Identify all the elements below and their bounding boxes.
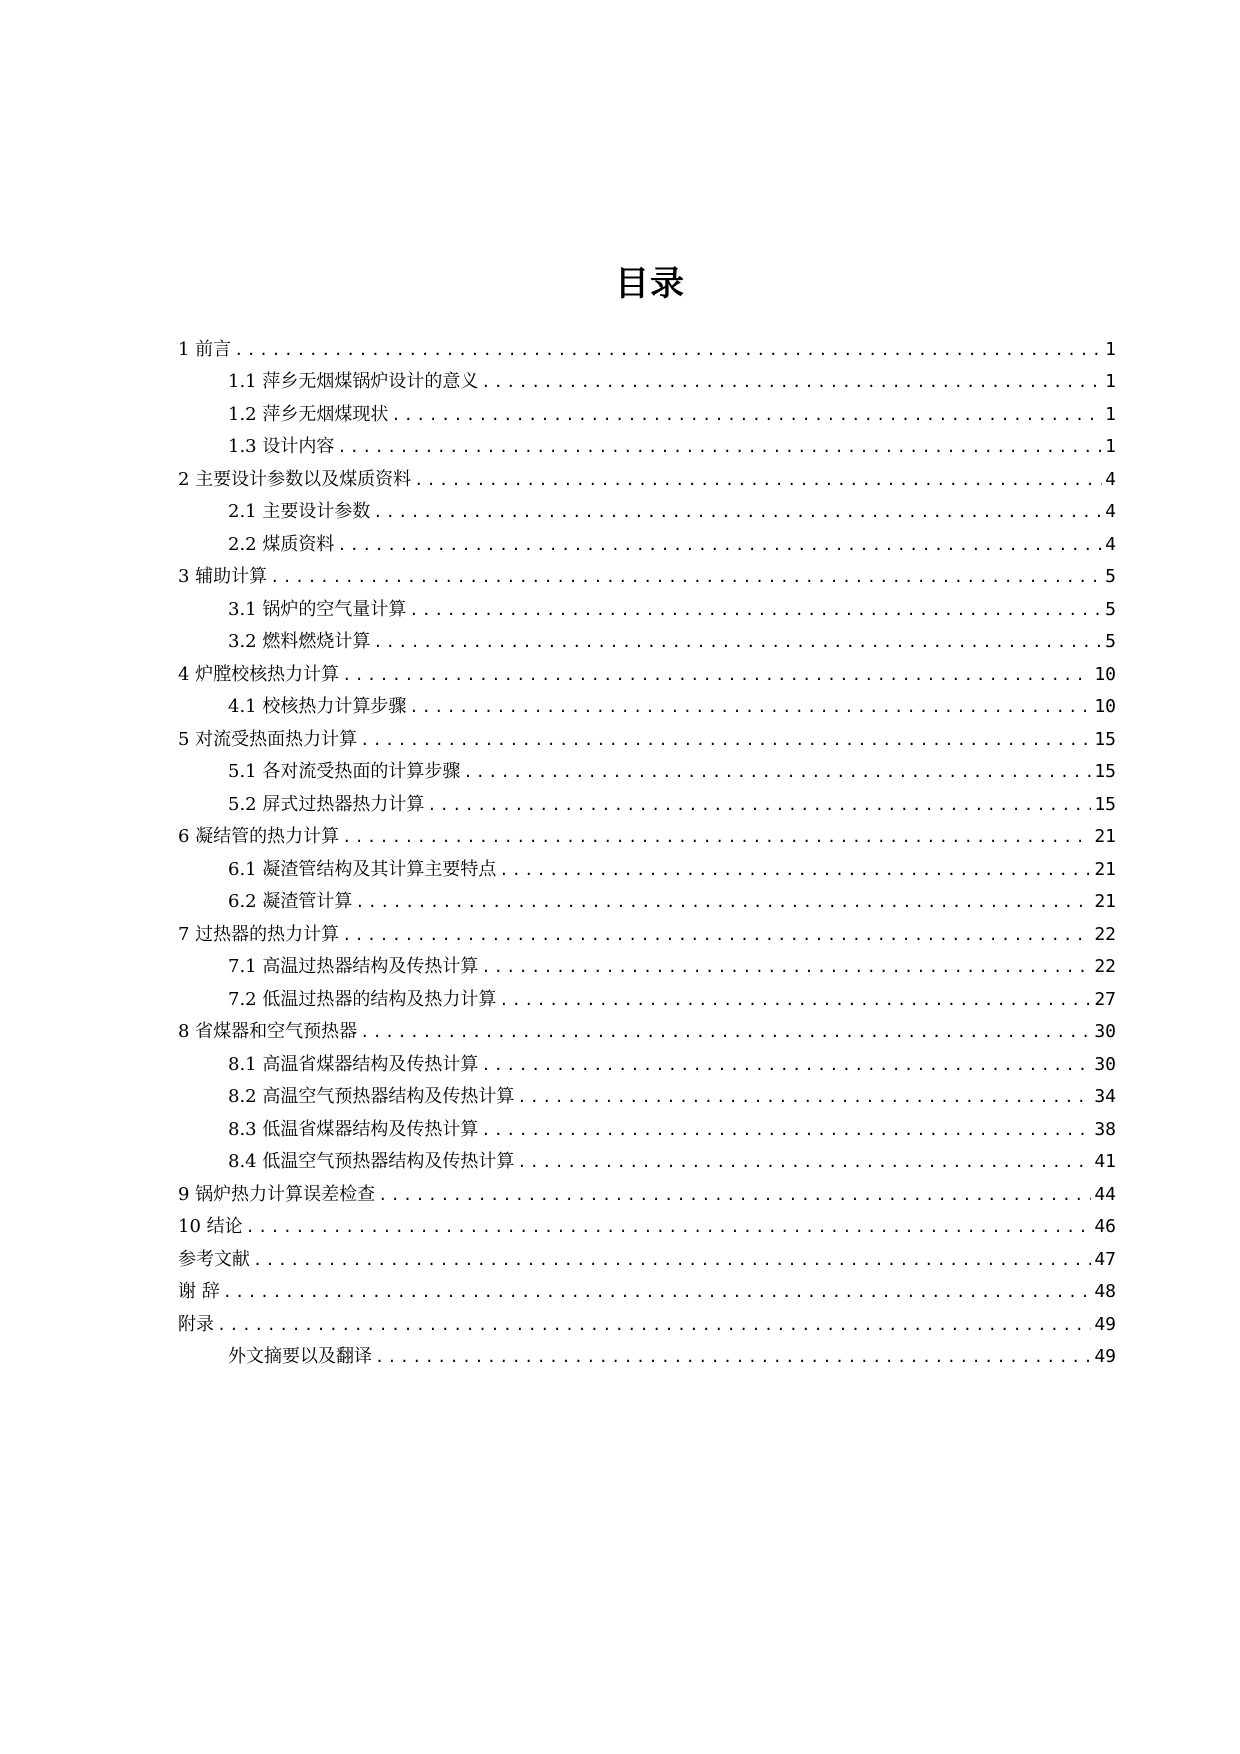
toc-entry-page: 21 bbox=[1094, 858, 1116, 880]
toc-entry-page: 34 bbox=[1094, 1086, 1116, 1107]
toc-leader-dots bbox=[270, 566, 1102, 588]
toc-entry[interactable] bbox=[178, 426, 1116, 459]
toc-leader-dots bbox=[499, 859, 1091, 881]
toc-leader-dots bbox=[337, 436, 1102, 458]
toc-entry[interactable] bbox=[178, 751, 1116, 784]
table-of-contents bbox=[178, 328, 1116, 1368]
toc-entry[interactable] bbox=[178, 1108, 1116, 1141]
toc-entry-title: 外文摘要以及翻译 bbox=[228, 1346, 372, 1367]
toc-leader-dots bbox=[378, 1184, 1091, 1206]
toc-entry[interactable] bbox=[178, 328, 1116, 361]
toc-entry[interactable] bbox=[178, 556, 1116, 589]
page-title: 目录 bbox=[615, 264, 685, 304]
toc-leader-dots bbox=[373, 631, 1102, 653]
toc-entry-title: 6.2 凝渣管计算 bbox=[228, 891, 353, 912]
toc-entry-title: 5.2 屏式过热器热力计算 bbox=[228, 793, 425, 815]
toc-entry-page: 21 bbox=[1094, 891, 1116, 912]
toc-leader-dots bbox=[342, 924, 1091, 946]
toc-leader-dots bbox=[499, 989, 1091, 1011]
toc-entry[interactable] bbox=[178, 913, 1116, 946]
toc-entry[interactable] bbox=[178, 1271, 1116, 1304]
toc-entry-title: 9 锅炉热力计算误差检查 bbox=[178, 1183, 376, 1205]
toc-entry-page: 38 bbox=[1094, 1118, 1116, 1140]
toc-entry-title: 5.1 各对流受热面的计算步骤 bbox=[228, 761, 461, 782]
toc-leader-dots bbox=[337, 534, 1102, 556]
toc-entry-title: 1.1 萍乡无烟煤锅炉设计的意义 bbox=[228, 371, 479, 392]
toc-leader-dots bbox=[360, 1021, 1091, 1043]
toc-entry-title: 8.1 高温省煤器结构及传热计算 bbox=[228, 1053, 479, 1075]
toc-entry[interactable] bbox=[178, 848, 1116, 881]
toc-entry[interactable] bbox=[178, 458, 1116, 491]
toc-entry[interactable] bbox=[178, 1173, 1116, 1206]
toc-leader-dots bbox=[234, 339, 1102, 361]
toc-entry[interactable] bbox=[178, 1336, 1116, 1369]
toc-entry-page: 5 bbox=[1105, 631, 1116, 652]
toc-entry-page: 5 bbox=[1105, 598, 1116, 620]
toc-entry-title: 6 凝结管的热力计算 bbox=[178, 826, 340, 847]
toc-entry[interactable] bbox=[178, 1011, 1116, 1044]
toc-leader-dots bbox=[342, 826, 1091, 848]
toc-entry[interactable] bbox=[178, 621, 1116, 654]
toc-leader-dots bbox=[223, 1281, 1092, 1303]
toc-entry-page: 4 bbox=[1105, 501, 1116, 522]
toc-entry-page: 46 bbox=[1094, 1216, 1116, 1237]
toc-leader-dots bbox=[481, 1054, 1091, 1076]
toc-leader-dots bbox=[355, 891, 1091, 913]
toc-entry-title: 3.2 燃料燃烧计算 bbox=[228, 631, 371, 652]
toc-entry[interactable] bbox=[178, 361, 1116, 394]
toc-entry[interactable] bbox=[178, 1076, 1116, 1109]
toc-entry[interactable] bbox=[178, 1043, 1116, 1076]
toc-entry-page: 44 bbox=[1094, 1183, 1116, 1205]
toc-entry-title: 2.2 煤质资料 bbox=[228, 533, 335, 555]
toc-entry-page: 4 bbox=[1105, 533, 1116, 555]
toc-leader-dots bbox=[481, 956, 1091, 978]
toc-entry-page: 15 bbox=[1094, 761, 1116, 782]
toc-entry-page: 1 bbox=[1105, 338, 1116, 360]
toc-entry-title: 7.1 高温过热器结构及传热计算 bbox=[228, 956, 479, 977]
toc-entry-title: 1 前言 bbox=[178, 338, 232, 360]
toc-entry[interactable] bbox=[178, 1141, 1116, 1174]
toc-entry-page: 48 bbox=[1094, 1281, 1116, 1302]
toc-entry[interactable] bbox=[178, 816, 1116, 849]
toc-entry[interactable] bbox=[178, 686, 1116, 719]
toc-leader-dots bbox=[481, 1119, 1091, 1141]
toc-entry-title: 参考文献 bbox=[178, 1248, 250, 1270]
toc-entry-title: 6.1 凝渣管结构及其计算主要特点 bbox=[228, 858, 497, 880]
toc-entry-page: 30 bbox=[1094, 1053, 1116, 1075]
toc-entry[interactable] bbox=[178, 946, 1116, 979]
toc-entry-title: 7 过热器的热力计算 bbox=[178, 923, 340, 945]
toc-leader-dots bbox=[517, 1086, 1091, 1108]
toc-leader-dots bbox=[414, 469, 1102, 491]
toc-leader-dots bbox=[217, 1314, 1091, 1336]
toc-entry[interactable] bbox=[178, 491, 1116, 524]
toc-entry-title: 3 辅助计算 bbox=[178, 566, 268, 587]
toc-entry[interactable] bbox=[178, 588, 1116, 621]
toc-entry-page: 22 bbox=[1094, 923, 1116, 945]
toc-entry-page: 27 bbox=[1094, 988, 1116, 1010]
toc-entry-page: 49 bbox=[1094, 1313, 1116, 1335]
toc-entry-page: 49 bbox=[1094, 1346, 1116, 1367]
toc-entry[interactable] bbox=[178, 881, 1116, 914]
toc-entry[interactable] bbox=[178, 393, 1116, 426]
toc-leader-dots bbox=[342, 664, 1091, 686]
toc-entry-title: 附录 bbox=[178, 1313, 214, 1335]
toc-entry-page: 22 bbox=[1094, 956, 1116, 977]
toc-entry-page: 10 bbox=[1094, 696, 1116, 717]
toc-entry-page: 1 bbox=[1105, 403, 1116, 425]
toc-leader-dots bbox=[409, 696, 1091, 718]
toc-entry-title: 4 炉膛校核热力计算 bbox=[178, 663, 340, 685]
toc-entry[interactable] bbox=[178, 1303, 1116, 1336]
toc-entry-title: 2.1 主要设计参数 bbox=[228, 501, 371, 522]
toc-entry-page: 4 bbox=[1105, 468, 1116, 490]
toc-entry[interactable] bbox=[178, 1238, 1116, 1271]
toc-entry-page: 47 bbox=[1094, 1248, 1116, 1270]
toc-entry-page: 41 bbox=[1094, 1151, 1116, 1172]
toc-leader-dots bbox=[427, 794, 1091, 816]
toc-entry-page: 15 bbox=[1094, 793, 1116, 815]
toc-entry[interactable] bbox=[178, 718, 1116, 751]
toc-entry-title: 谢 辞 bbox=[178, 1281, 220, 1302]
toc-entry[interactable] bbox=[178, 653, 1116, 686]
toc-entry-title: 2 主要设计参数以及煤质资料 bbox=[178, 468, 412, 490]
toc-leader-dots bbox=[375, 1346, 1091, 1368]
toc-leader-dots bbox=[463, 761, 1091, 783]
toc-leader-dots bbox=[517, 1151, 1091, 1173]
toc-entry-title: 1.2 萍乡无烟煤现状 bbox=[228, 403, 389, 425]
toc-entry-title: 7.2 低温过热器的结构及热力计算 bbox=[228, 988, 497, 1010]
toc-entry-title: 3.1 锅炉的空气量计算 bbox=[228, 598, 407, 620]
toc-entry[interactable] bbox=[178, 1206, 1116, 1239]
toc-leader-dots bbox=[246, 1216, 1092, 1238]
toc-entry-title: 10 结论 bbox=[178, 1216, 243, 1237]
toc-leader-dots bbox=[391, 404, 1102, 426]
toc-entry-page: 21 bbox=[1094, 826, 1116, 847]
toc-entry[interactable] bbox=[178, 978, 1116, 1011]
toc-leader-dots bbox=[253, 1249, 1091, 1271]
toc-entry-page: 15 bbox=[1094, 728, 1116, 750]
toc-entry-title: 1.3 设计内容 bbox=[228, 436, 335, 457]
toc-entry-page: 1 bbox=[1105, 436, 1116, 457]
toc-leader-dots bbox=[409, 599, 1102, 621]
toc-entry[interactable] bbox=[178, 783, 1116, 816]
toc-leader-dots bbox=[360, 729, 1091, 751]
toc-entry[interactable] bbox=[178, 523, 1116, 556]
toc-entry-title: 4.1 校核热力计算步骤 bbox=[228, 696, 407, 717]
toc-entry-title: 8 省煤器和空气预热器 bbox=[178, 1021, 358, 1042]
toc-leader-dots bbox=[481, 371, 1102, 393]
toc-leader-dots bbox=[373, 501, 1102, 523]
toc-entry-title: 8.3 低温省煤器结构及传热计算 bbox=[228, 1118, 479, 1140]
toc-entry-page: 30 bbox=[1094, 1021, 1116, 1042]
toc-entry-title: 8.2 高温空气预热器结构及传热计算 bbox=[228, 1086, 515, 1107]
toc-entry-page: 10 bbox=[1094, 663, 1116, 685]
toc-entry-title: 8.4 低温空气预热器结构及传热计算 bbox=[228, 1151, 515, 1172]
toc-entry-page: 1 bbox=[1105, 371, 1116, 392]
toc-entry-page: 5 bbox=[1105, 566, 1116, 587]
toc-entry-title: 5 对流受热面热力计算 bbox=[178, 728, 358, 750]
